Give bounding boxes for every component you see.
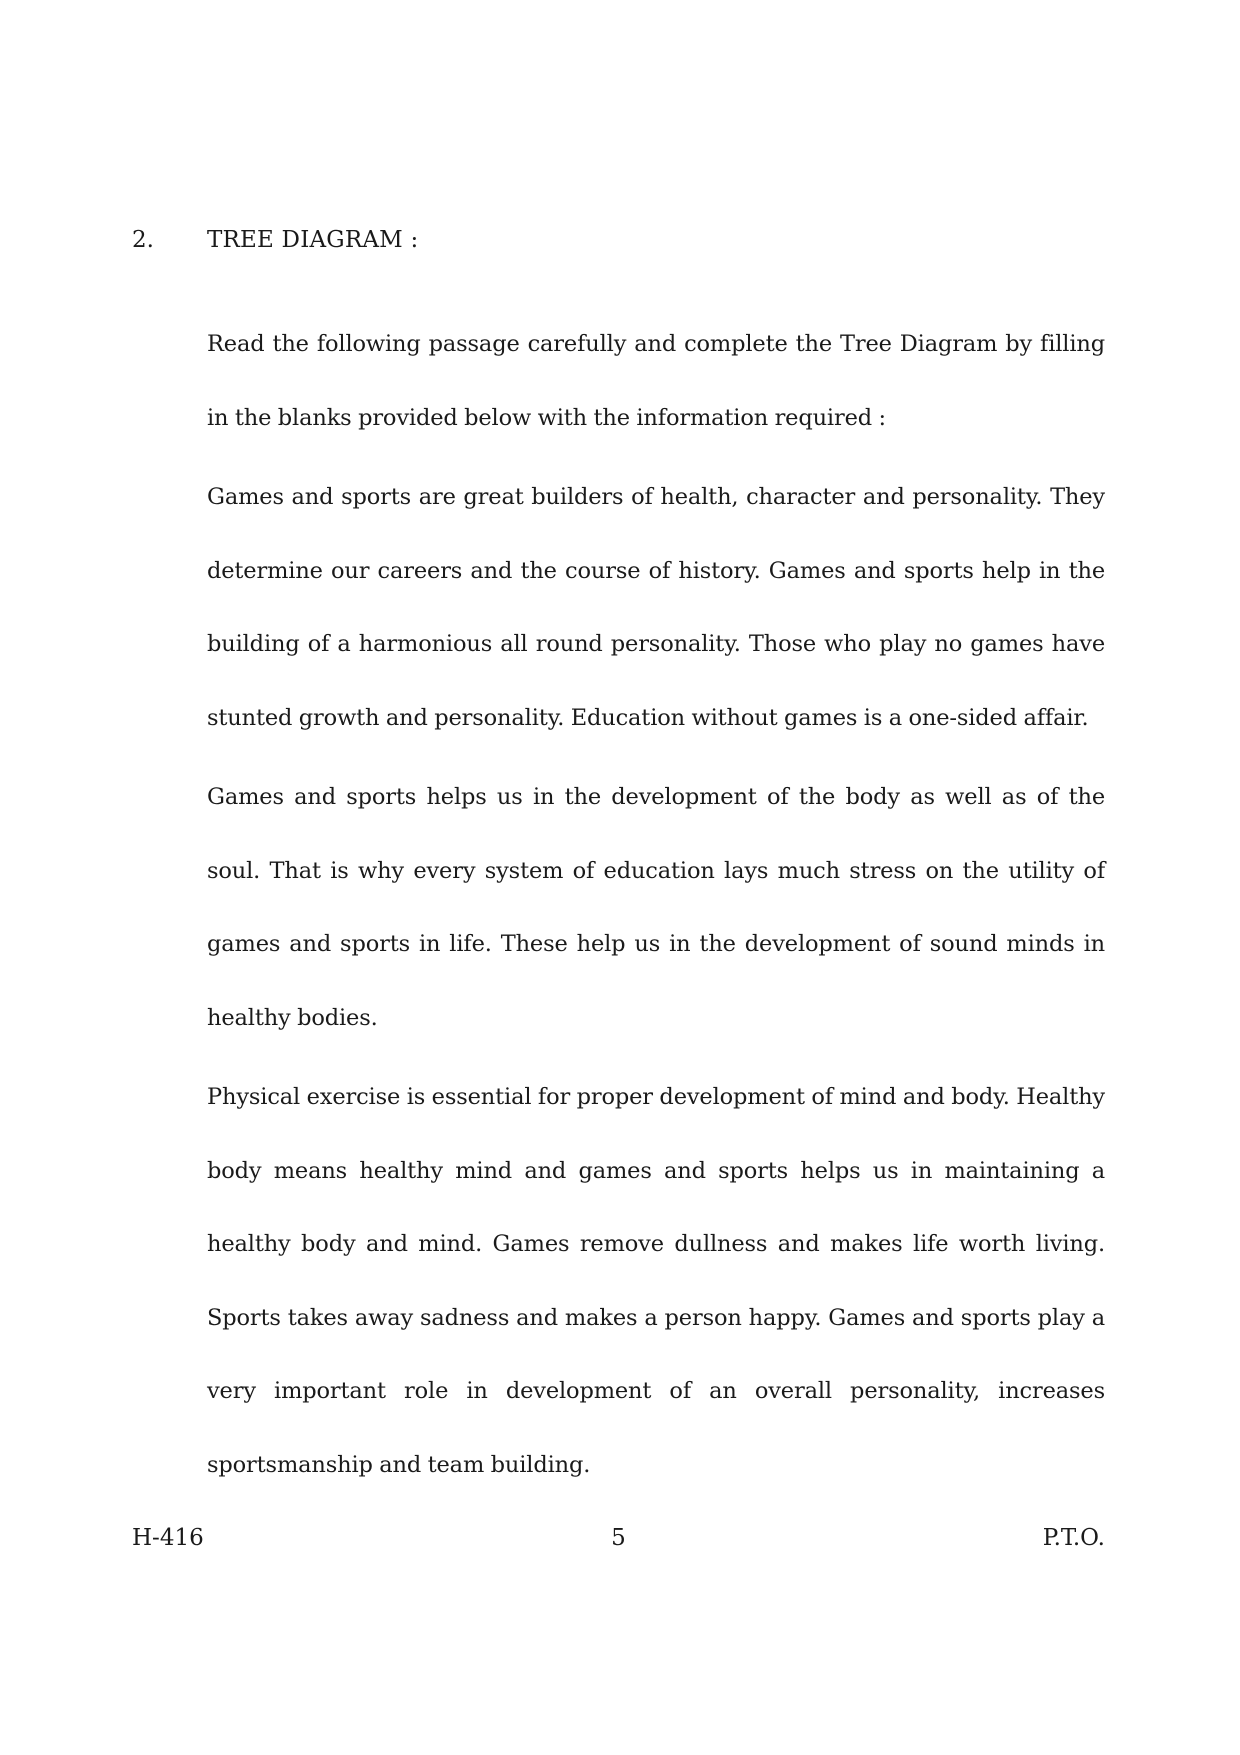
instruction-text: Read the following passage carefully and complete the Tree Diagram by filling in the blanks provided below with the information required : — [207, 331, 1105, 431]
please-turn-over: P.T.O. — [1042, 1525, 1105, 1551]
paper-code: H-416 — [132, 1525, 204, 1551]
question-body — [207, 308, 1105, 1508]
passage-paragraph-2: Games and sports helps us in the development of the body as well as of the soul. That is why every system of education lays much stress on the utility of games and sports in life. These help us in the development of sound minds in healthy bodies. — [207, 784, 1105, 1031]
question-title: TREE DIAGRAM : — [207, 227, 419, 253]
page-number: 5 — [611, 1525, 626, 1551]
page-footer — [132, 1520, 1105, 1556]
passage-paragraph-3: Physical exercise is essential for proper development of mind and body. Healthy body means healthy mind and games and sports helps us in maintaining a healthy body and mind. Games remove dullness and makes life worth living. Sports takes away sadness and makes a person happy. Games and sports play a very important role in development of an overall personality, increases sportsmanship and team building. — [207, 1084, 1105, 1478]
passage-paragraph-1: Games and sports are great builders of health, character and personality. They determine our careers and the course of history. Games and sports help in the building of a harmonious all round personality. Those who play no games have stunted growth and personality. Education without games is a one-sided affair. — [207, 484, 1105, 731]
question-number: 2. — [132, 227, 154, 253]
